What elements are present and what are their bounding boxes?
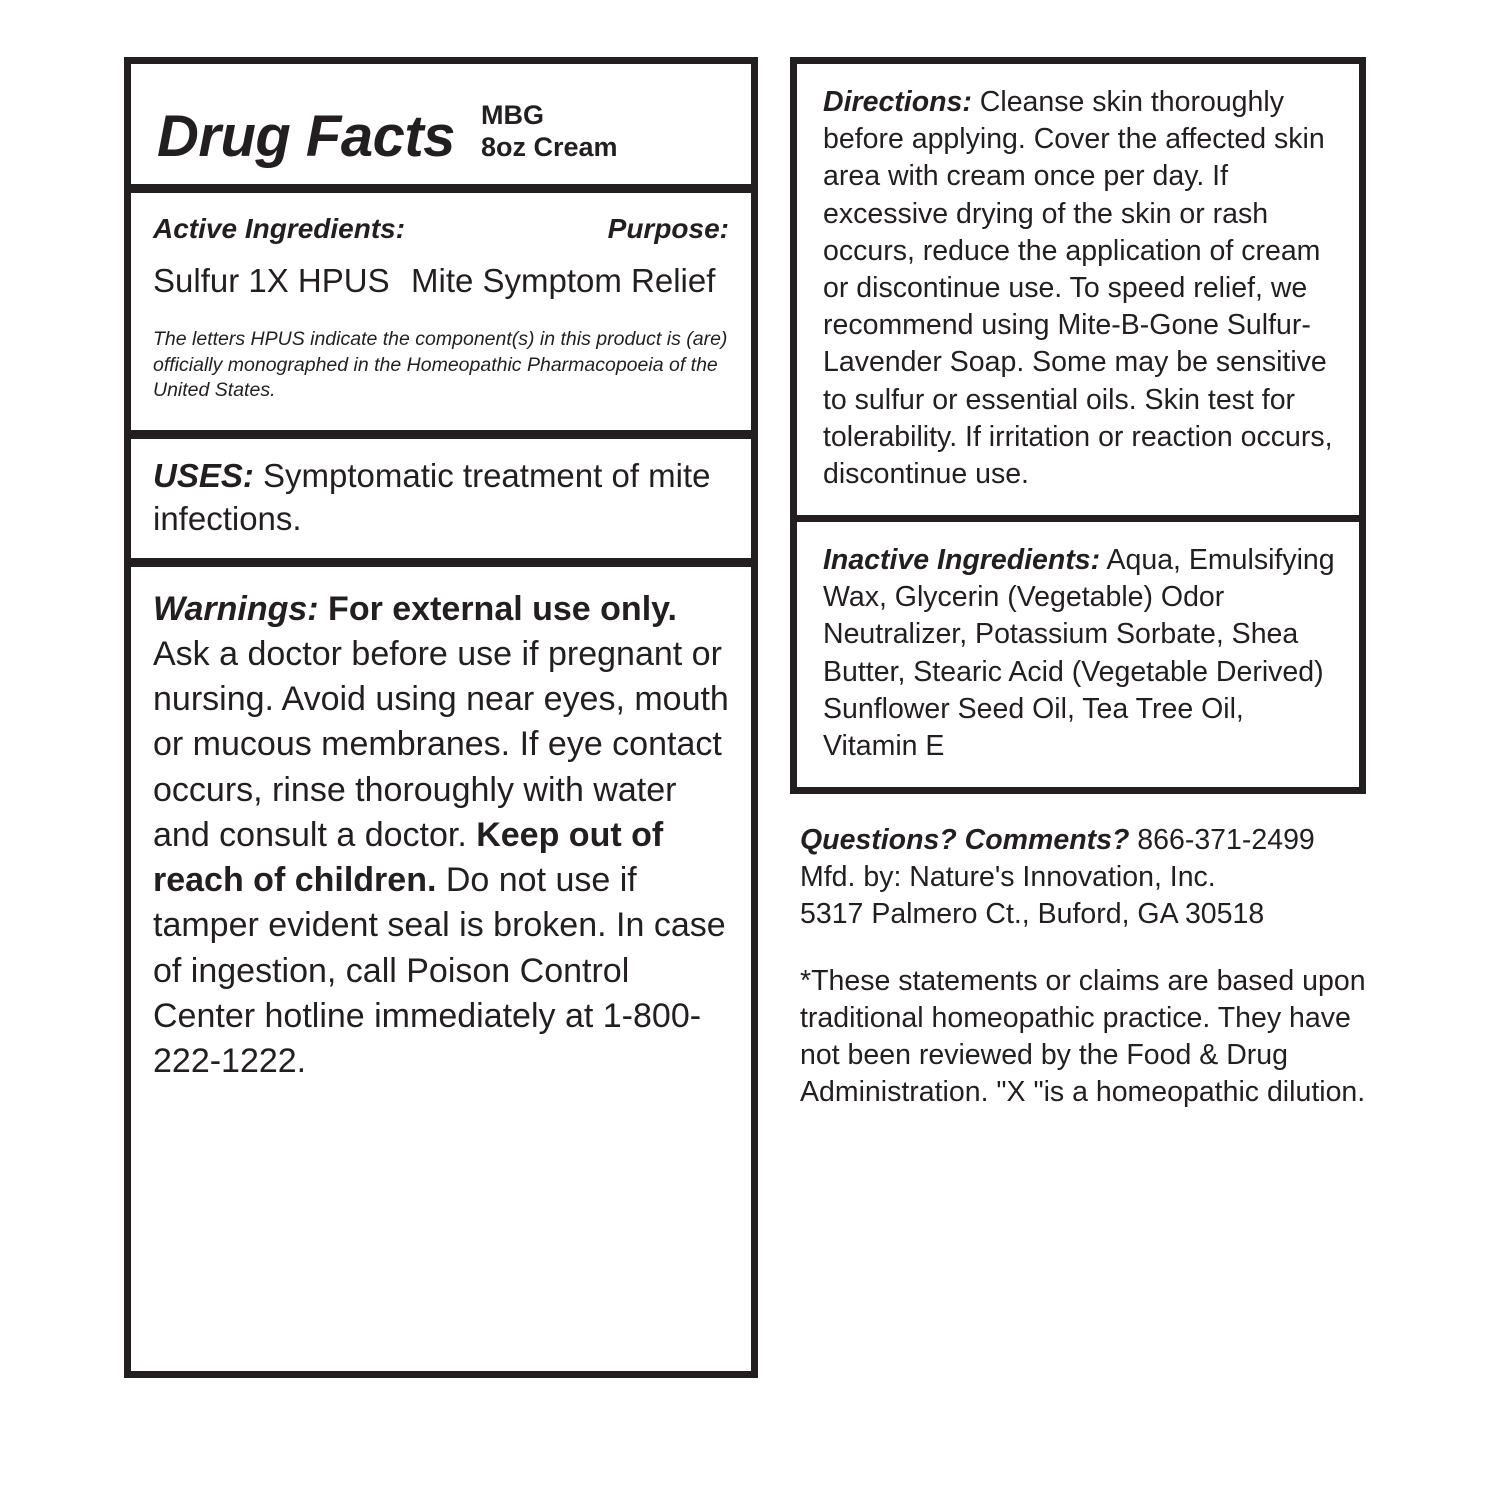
drug-facts-header xyxy=(131,64,751,184)
inactive-ingredients-section xyxy=(790,522,1366,794)
warnings-external-use: For external use only. xyxy=(318,589,677,628)
questions-comments-label: Questions? Comments? xyxy=(800,824,1130,857)
warnings-label: Warnings: xyxy=(153,589,319,628)
active-ingredient-row xyxy=(153,261,729,301)
product-brand-code: MBG xyxy=(480,100,544,131)
label-footer xyxy=(790,822,1366,1111)
purpose-heading: Purpose: xyxy=(607,213,729,244)
contact-block xyxy=(800,822,1366,933)
uses-label: USES: xyxy=(153,457,254,495)
left-column xyxy=(124,57,758,1378)
inactive-ingredients-label: Inactive Ingredients: xyxy=(823,544,1101,577)
product-identifier xyxy=(481,100,618,184)
active-ingredient-purpose: Mite Symptom Relief xyxy=(411,262,716,299)
active-ingredients-section xyxy=(131,184,751,430)
fda-disclaimer: *These statements or claims are based upon traditional homeopathic practice. They have not been reviewed by the Food & Drug Administration. "X "is a homeopathic dilution. xyxy=(800,965,1366,1109)
warnings-text xyxy=(153,587,729,1084)
inactive-ingredients-body: Aqua, Emulsifying Wax, Glycerin (Vegetable) Odor Neutralizer, Potassium Sorbate, Shea Butter, Stearic Acid (Vegetable Derived) Sunflower Seed Oil, Tea Tree Oil, Vitamin E xyxy=(823,544,1335,762)
hpus-footnote: The letters HPUS indicate the component(s) in this product is (are) officially monographed in the Homeopathic Pharmacopoeia of the United States. xyxy=(153,327,728,402)
product-size-form: 8oz Cream xyxy=(480,132,618,163)
warnings-section xyxy=(131,558,751,1104)
page-title: Drug Facts xyxy=(157,104,455,169)
questions-comments-line xyxy=(800,822,1366,859)
manufacturer-address: 5317 Palmero Ct., Buford, GA 30518 xyxy=(800,898,1265,931)
inactive-ingredients-text xyxy=(823,542,1337,765)
directions-body: Cleanse skin thoroughly before applying. Cover the affected skin area with cream once per day. If excessive drying of the skin or rash occurs, reduce the application of cream or discontinue use. To speed relief, we recommend using Mite-B-Gone Sulfur-Lavender Soap. Some may be sensitive to sulfur or essential oils. Skin test for tolerability. If irritation or reaction occurs, discontinue use. xyxy=(823,86,1333,490)
right-column xyxy=(790,57,1366,1112)
warnings-body-first: Ask a doctor before use if pregnant or nursing. Avoid using near eyes, mouth or mucous membranes. If eye contact occurs, rinse thoroughly with water and consult a doctor. xyxy=(153,635,729,854)
uses-text xyxy=(153,455,729,539)
manufacturer-line: Mfd. by: Nature's Innovation, Inc. xyxy=(800,861,1216,894)
directions-label: Directions: xyxy=(823,86,972,118)
warnings-keep-out-of-reach: Keep out of reach of children. xyxy=(153,815,664,900)
uses-body: Symptomatic treatment of mite infections. xyxy=(153,457,711,537)
directions-section xyxy=(790,57,1366,522)
active-ingredients-header-row xyxy=(153,213,729,245)
uses-section xyxy=(131,430,751,557)
active-ingredient-name: Sulfur 1X HPUS xyxy=(153,262,390,299)
warnings-body-second: Do not use if tamper evident seal is broken. In case of ingestion, call Poison Control Center hotline immediately at 1-800-222-1222. xyxy=(153,861,726,1081)
active-ingredients-heading: Active Ingredients: xyxy=(153,213,406,244)
directions-text xyxy=(823,84,1337,493)
contact-phone: 866-371-2499 xyxy=(1129,824,1315,857)
